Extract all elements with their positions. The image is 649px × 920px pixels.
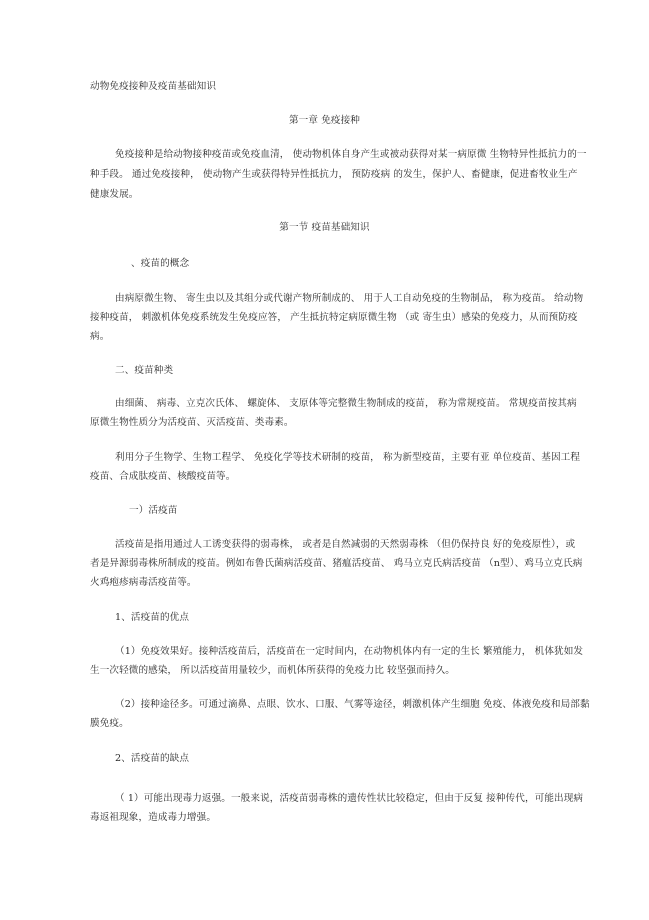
types-para2-line-2: 疫苗、合成肽疫苗、核酸疫苗等。 xyxy=(90,471,236,482)
adv1-line-1: （1）免疫效果好。接种活疫苗后，活疫苗在一定时间内，在动物机体内有一定的生长 繁殖能力， 机体犹如发 xyxy=(115,646,584,657)
intro-line-2: 种手段。 通过免疫接种， 使动物产生或获得特异性抵抗力， 预防疫病 的发生，保护人、畜健康，促进畜牧业生产 xyxy=(90,169,578,180)
live-line-1: 活疫苗是指用通过人工诱变获得的弱毒株， 或者是自然减弱的天然弱毒株 （但仍保持良 好的免疫原性），或 xyxy=(115,539,576,550)
dis1-line-1: （ 1）可能出现毒力返强。一般来说，活疫苗弱毒株的遗传性状比较稳定，但由于反复 接种传代，可能出现病 xyxy=(115,793,584,804)
concept-line-3: 病。 xyxy=(90,331,110,342)
live-line-3: 火鸡疱疹病毒活疫苗等。 xyxy=(90,577,197,588)
intro-line-3: 健康发展。 xyxy=(90,189,139,200)
section-title: 第一节 疫苗基础知识 xyxy=(279,222,370,233)
dis1-line-2: 毒返祖现象，造成毒力增强。 xyxy=(90,812,217,823)
types-para1-line-1: 由细菌、 病毒、立克次氏体、 螺旋体、 支原体等完整微生物制成的疫苗， 称为常规疫苗。 常规疫苗按其病 xyxy=(115,398,577,409)
heading-vaccine-concept: 、疫苗的概念 xyxy=(131,258,190,269)
heading-live-disadvantages: 2、活疫苗的缺点 xyxy=(115,753,190,764)
heading-live-advantages: 1、活疫苗的优点 xyxy=(115,612,190,623)
intro-line-1: 免疫接种是给动物接种疫苗或免疫血清， 使动物机体自身产生或被动获得对某一病原微 生物特异性抵抗力的一 xyxy=(115,149,587,160)
heading-live-vaccine: 一）活疫苗 xyxy=(129,505,178,516)
chapter-title: 第一章 免疫接种 xyxy=(288,115,360,126)
adv2-line-2: 膜免疫。 xyxy=(90,718,129,729)
concept-line-1: 由病原微生物、 寄生虫以及其组分或代谢产物所制成的、 用于人工自动免疫的生物制品， 称为疫苗。 给动物 xyxy=(115,293,584,304)
concept-line-2: 接种疫苗， 刺激机体免疫系统发生免疫应答， 产生抵抗特定病原微生物 （或 寄生虫）感染的免疫力，从而预防疫 xyxy=(90,312,578,323)
adv1-line-2: 生一次轻微的感染， 所以活疫苗用量较少，而机体所获得的免疫力比 较坚强而持久。 xyxy=(90,665,455,676)
live-line-2: 者是异源弱毒株所制成的疫苗。例如布鲁氏菌病活疫苗、猪瘟活疫苗、 鸡马立克氏病活疫苗 （n型）、鸡马立克氏病 xyxy=(90,558,583,569)
heading-vaccine-types: 二、疫苗种类 xyxy=(115,365,174,376)
types-para2-line-1: 利用分子生物学、生物工程学、 免疫化学等技术研制的疫苗， 称为新型疫苗，主要有亚 单位疫苗、基因工程 xyxy=(115,452,581,463)
types-para1-line-2: 原微生物性质分为活疫苗、灭活疫苗、类毒素。 xyxy=(90,417,294,428)
adv2-line-1: （2）接种途径多。可通过滴鼻、点眼、饮水、口服、气雾等途径，刺激机体产生细胞 免疫、体液免疫和局部黏 xyxy=(115,699,590,710)
document-title: 动物免疫接种及疫苗基础知识 xyxy=(90,81,217,92)
